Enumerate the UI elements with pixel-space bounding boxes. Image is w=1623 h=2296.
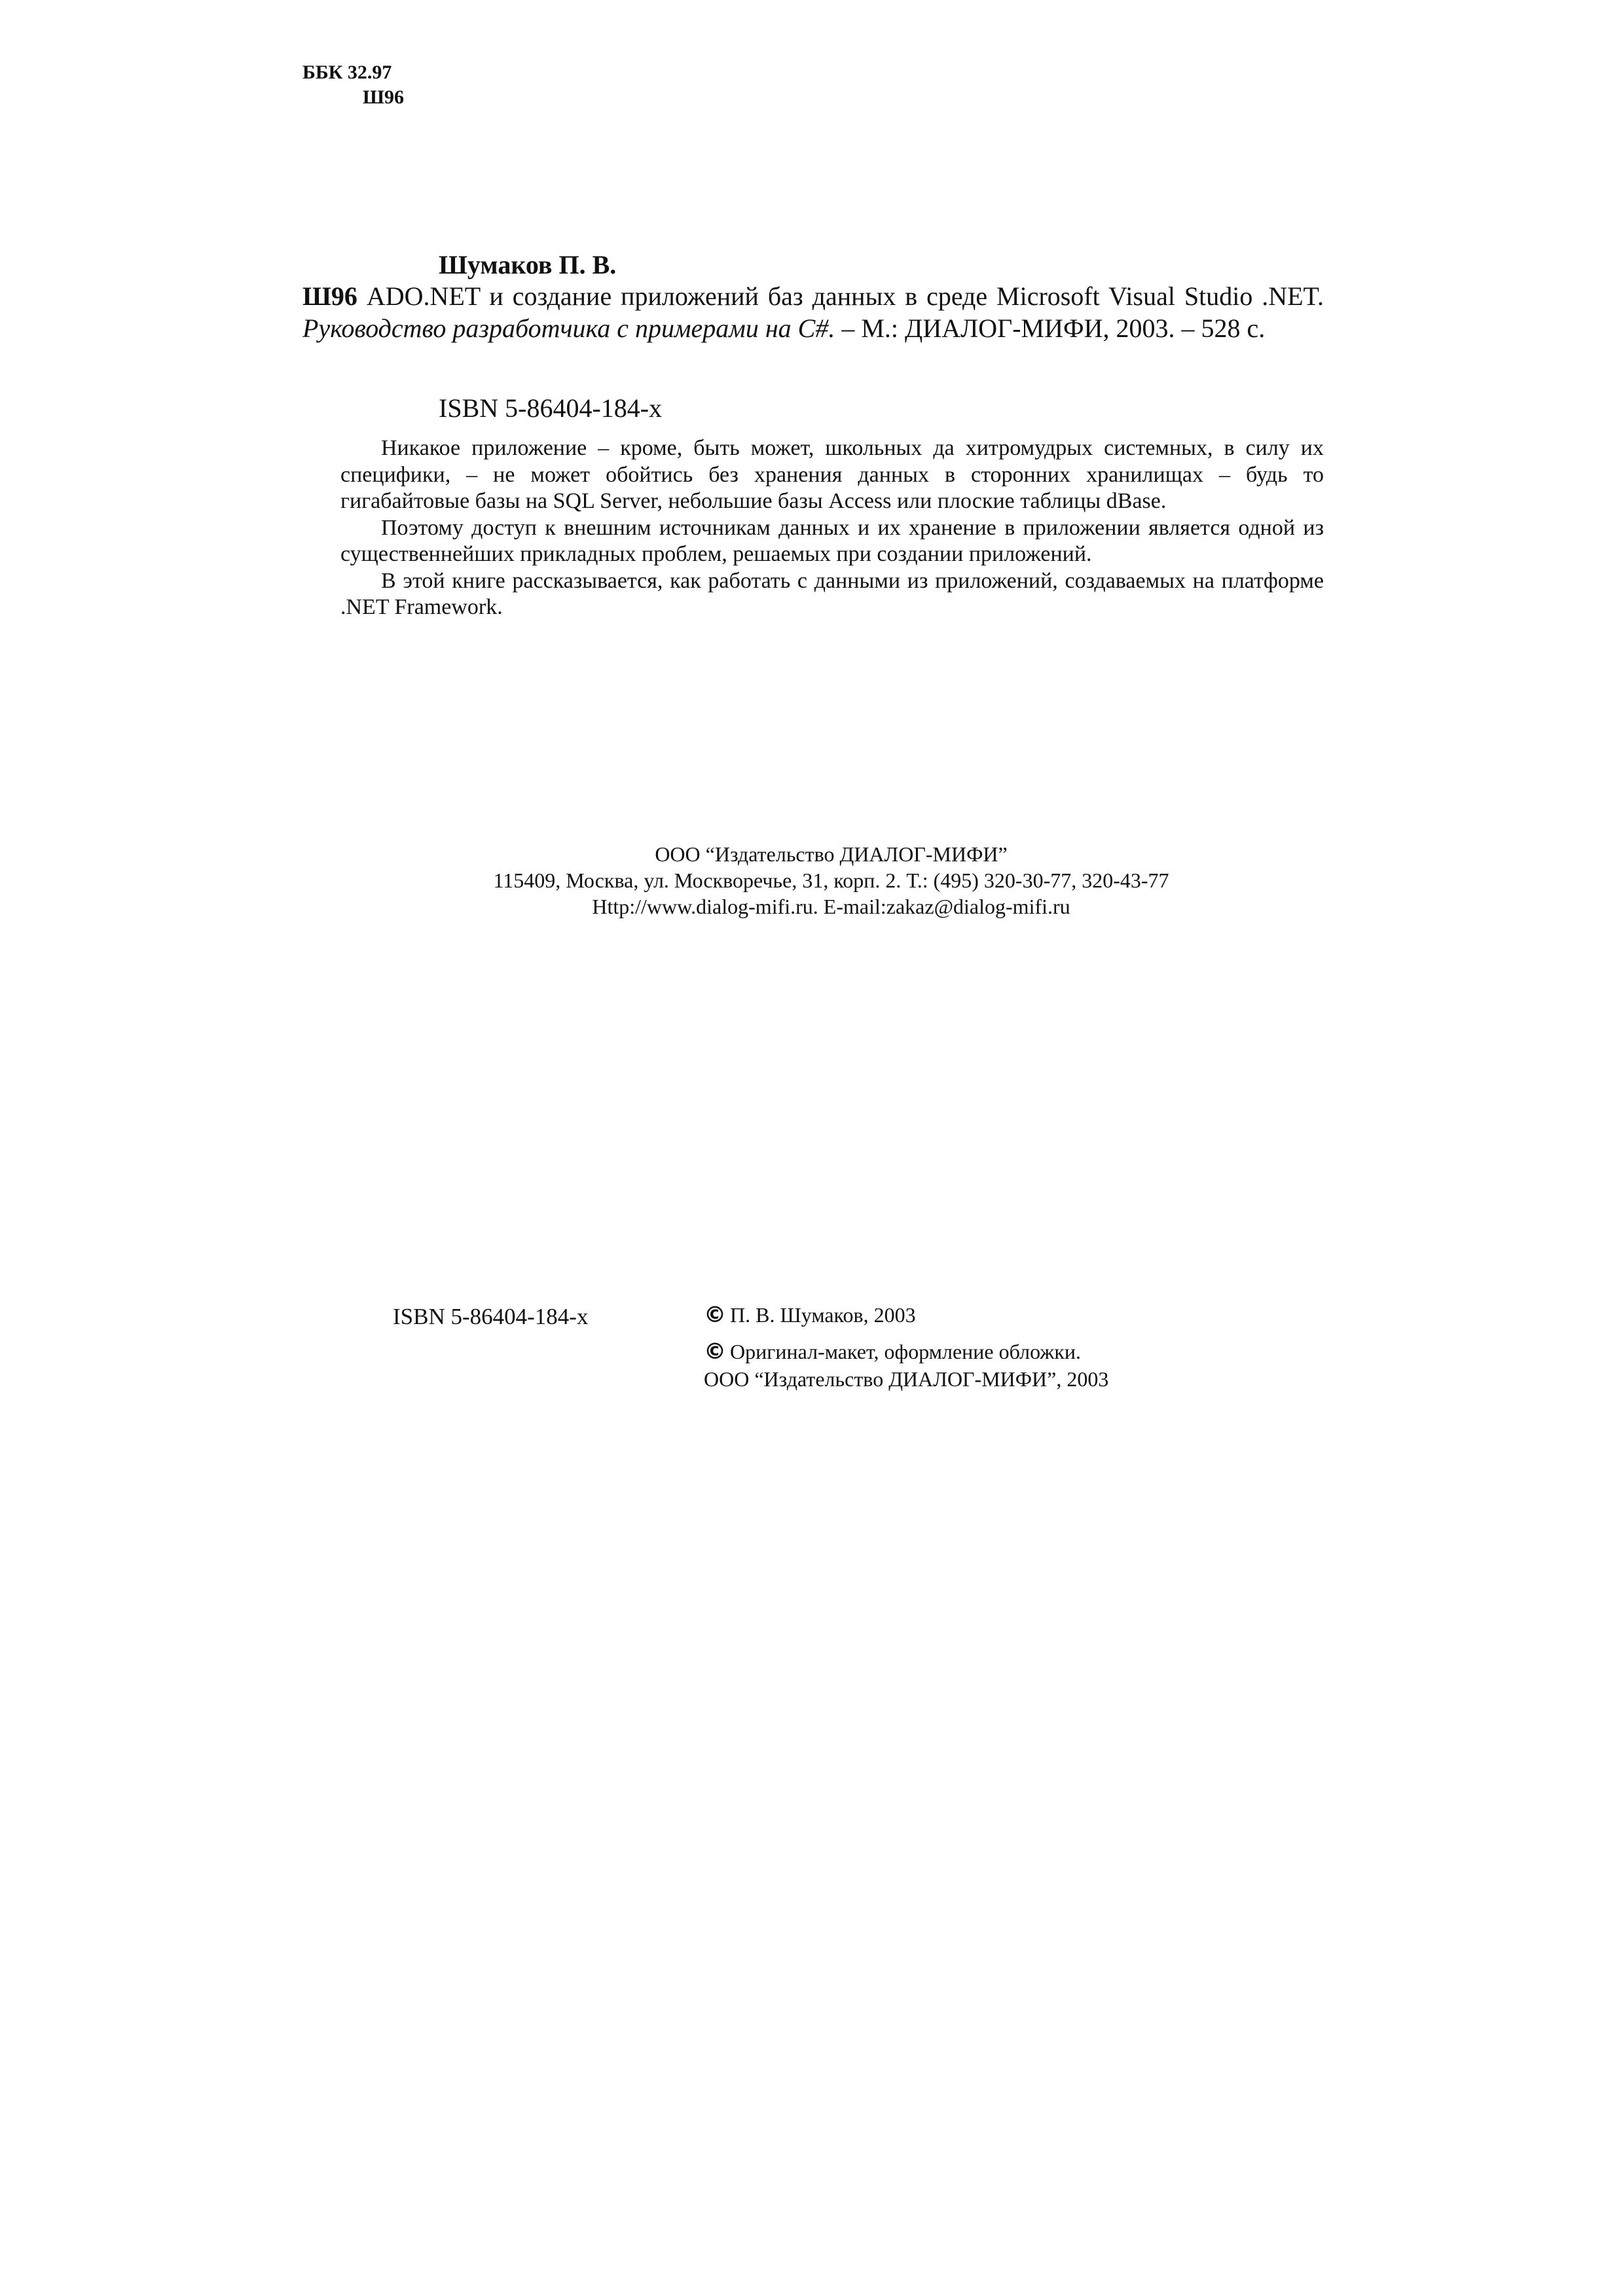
copyright-icon: © xyxy=(704,1302,726,1328)
copyright-block xyxy=(704,1301,1108,1393)
annotation-paragraph: Поэтому доступ к внешним источникам данных и их хранение в приложении является одной из существеннейших прикладных проблем, решаемых при создании приложений. xyxy=(340,515,1324,566)
author-mark: Ш96 xyxy=(363,86,404,108)
copyright-icon: © xyxy=(704,1338,726,1365)
author-name: Шумаков П. В. xyxy=(439,250,617,279)
isbn-bottom: ISBN 5-86404-184-x xyxy=(393,1304,589,1329)
annotation xyxy=(340,435,1324,621)
biblio-code: Ш96 xyxy=(302,281,357,311)
copyright-line: ООО “Издательство ДИАЛОГ-МИФИ”, 2003 xyxy=(704,1367,1109,1391)
publisher-web: Http://www.dialog-mifi.ru. E-mail:zakaz@dialog-mifi.ru xyxy=(592,895,1070,918)
book-title: ADO.NET и создание приложений баз данных в среде Microsoft Visual Studio .NET. xyxy=(366,281,1324,311)
bbk-code: ББК 32.97 xyxy=(302,62,392,83)
annotation-paragraph: Никакое приложение – кроме, быть может, школьных да хитромудрых системных, в силу их специфики, – не может обойтись без хранения данных в сторонних хранилищах – будь то гигабайтовые базы на SQL Server, небольшие базы Access или плоские таблицы dBase. xyxy=(340,436,1324,513)
copyright-line: Оригинал-макет, оформление обложки. xyxy=(730,1340,1082,1363)
publisher-info xyxy=(0,841,1623,920)
book-subtitle: Руководство разработчика с примерами на C#. xyxy=(302,314,835,343)
book-imprint: – М.: ДИАЛОГ-МИФИ, 2003. – 528 с. xyxy=(841,314,1266,343)
isbn-top: ISBN 5-86404-184-x xyxy=(439,393,663,423)
bibliographic-description xyxy=(302,280,1324,344)
annotation-paragraph: В этой книге рассказывается, как работать с данными из приложений, создаваемых на платформе .NET Framework. xyxy=(340,568,1324,619)
copyright-line: П. В. Шумаков, 2003 xyxy=(730,1303,916,1327)
classification-block xyxy=(302,60,404,110)
publisher-address: 115409, Москва, ул. Москворечье, 31, корп. 2. Т.: (495) 320-30-77, 320-43-77 xyxy=(493,869,1169,892)
publisher-name: ООО “Издательство ДИАЛОГ-МИФИ” xyxy=(655,842,1008,866)
